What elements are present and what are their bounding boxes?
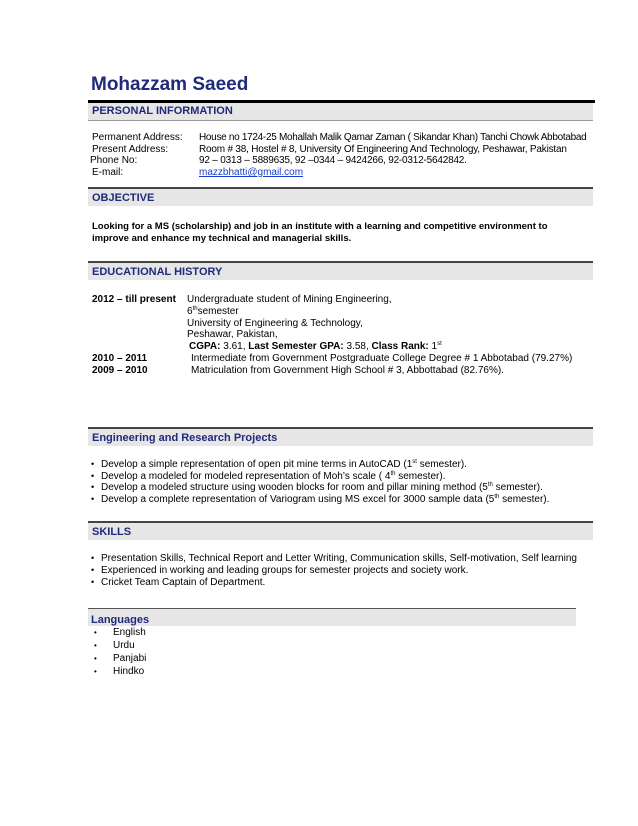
sgpa-label: Last Semester GPA:	[248, 341, 344, 352]
language-text: Urdu	[113, 640, 135, 651]
project-after: semester).	[416, 459, 467, 470]
semester-number: 6	[187, 306, 193, 317]
project-text: Develop a modeled for modeled representation of Moh’s scale ( 4	[101, 471, 391, 482]
language-text: English	[113, 627, 146, 638]
objective-line-1: Looking for a MS (scholarship) and job in an institute with a learning and competitive environment to	[92, 221, 548, 232]
candidate-name: Mohazzam Saeed	[91, 74, 249, 95]
cgpa-label: CGPA:	[189, 341, 221, 352]
project-item	[91, 494, 549, 505]
skill-text: Experienced in working and leading groups for semester projects and society work.	[101, 565, 469, 576]
project-sup: th	[494, 494, 500, 500]
email-label: E-mail:	[92, 167, 124, 178]
skill-text: Presentation Skills, Technical Report and Letter Writing, Communication skills, Self-motivation, Self learning	[101, 553, 577, 564]
education-period-2: 2010 – 2011	[92, 353, 148, 364]
skill-item	[91, 553, 577, 564]
bullet: •	[94, 654, 97, 663]
bullet: •	[94, 628, 97, 637]
skill-item	[91, 577, 265, 588]
education-period-3: 2009 – 2010	[92, 365, 148, 376]
education-1-line-1: Undergraduate student of Mining Engineering,	[187, 294, 392, 305]
bullet: •	[94, 641, 97, 650]
bullet: •	[91, 482, 95, 492]
bullet: •	[91, 471, 95, 481]
language-item	[94, 640, 135, 652]
personal-heading: PERSONAL INFORMATION	[92, 105, 233, 117]
language-item	[94, 653, 146, 665]
cgpa-value: 3.61,	[223, 341, 246, 352]
language-text: Panjabi	[113, 653, 147, 664]
project-text: Develop a simple representation of open pit mine terms in AutoCAD (1	[101, 459, 413, 470]
phone-label: Phone No:	[90, 155, 138, 166]
personal-heading-bar	[88, 103, 593, 120]
semester-sup: th	[192, 306, 198, 312]
project-after: semester).	[395, 471, 446, 482]
present-address-value: Room # 38, Hostel # 8, University Of Engineering And Technology, Peshawar, Pakistan	[199, 144, 567, 155]
language-item	[94, 627, 146, 639]
language-item	[94, 666, 144, 678]
projects-heading: Engineering and Research Projects	[92, 432, 278, 444]
project-after: semester).	[499, 494, 550, 505]
education-period-1: 2012 – till present	[92, 294, 176, 305]
objective-heading: OBJECTIVE	[92, 192, 155, 204]
project-item	[91, 471, 445, 482]
bullet: •	[94, 667, 97, 676]
skills-heading: SKILLS	[92, 526, 132, 538]
bullet: •	[91, 494, 95, 504]
bullet: •	[91, 459, 95, 469]
personal-bottom-rule	[88, 120, 593, 121]
languages-heading: Languages	[91, 614, 150, 626]
skill-text: Cricket Team Captain of Department.	[101, 577, 266, 588]
bullet: •	[91, 577, 95, 587]
skill-item	[91, 565, 468, 576]
semester-word: semester	[197, 306, 239, 317]
education-3: Matriculation from Government High School # 3, Abbottabad (82.76%).	[191, 365, 504, 376]
education-heading-bar	[88, 263, 593, 280]
education-1-line-4: Peshawar, Pakistan,	[187, 329, 278, 340]
education-1-line-3: University of Engineering & Technology,	[187, 318, 363, 329]
objective-line-2: improve and enhance my technical and managerial skills.	[92, 233, 352, 244]
education-1-line-2	[187, 306, 239, 318]
project-sup: st	[412, 459, 417, 465]
permanent-address-label: Permanent Address:	[92, 132, 183, 143]
language-text: Hindko	[113, 666, 145, 677]
rank-label: Class Rank:	[371, 341, 429, 352]
project-text: Develop a complete representation of Variogram using MS excel for 3000 sample data (5	[101, 494, 495, 505]
project-text: Develop a modeled structure using wooden blocks for room and pillar mining method (5	[101, 482, 488, 493]
education-heading: EDUCATIONAL HISTORY	[92, 266, 223, 278]
email-link[interactable]: mazzbhatti@gmail.com	[199, 167, 304, 178]
project-sup: th	[487, 482, 493, 488]
projects-heading-bar	[88, 429, 593, 446]
gpa-line	[189, 341, 442, 353]
permanent-address-value: House no 1724-25 Mohallah Malik Qamar Zaman ( Sikandar Khan) Tanchi Chowk Abbotabad	[199, 132, 587, 143]
bullet: •	[91, 565, 95, 575]
bullet: •	[91, 553, 95, 563]
education-2: Intermediate from Government Postgraduate College Degree # 1 Abbotabad (79.27%)	[191, 353, 573, 364]
project-item	[91, 459, 467, 470]
rank-value: 1	[431, 341, 438, 352]
languages-heading-bar	[88, 609, 576, 626]
phone-value: 92 – 0313 – 5889635, 92 –0344 – 9424266, 92-0312-5642842.	[199, 155, 467, 166]
project-after: semester).	[492, 482, 543, 493]
skills-heading-bar	[88, 523, 593, 540]
objective-heading-bar	[88, 189, 593, 206]
project-item	[91, 482, 543, 493]
present-address-label: Present Address:	[92, 144, 169, 155]
sgpa-value: 3.58,	[346, 341, 369, 352]
project-sup: th	[390, 471, 396, 477]
rank-sup: st	[437, 341, 442, 347]
